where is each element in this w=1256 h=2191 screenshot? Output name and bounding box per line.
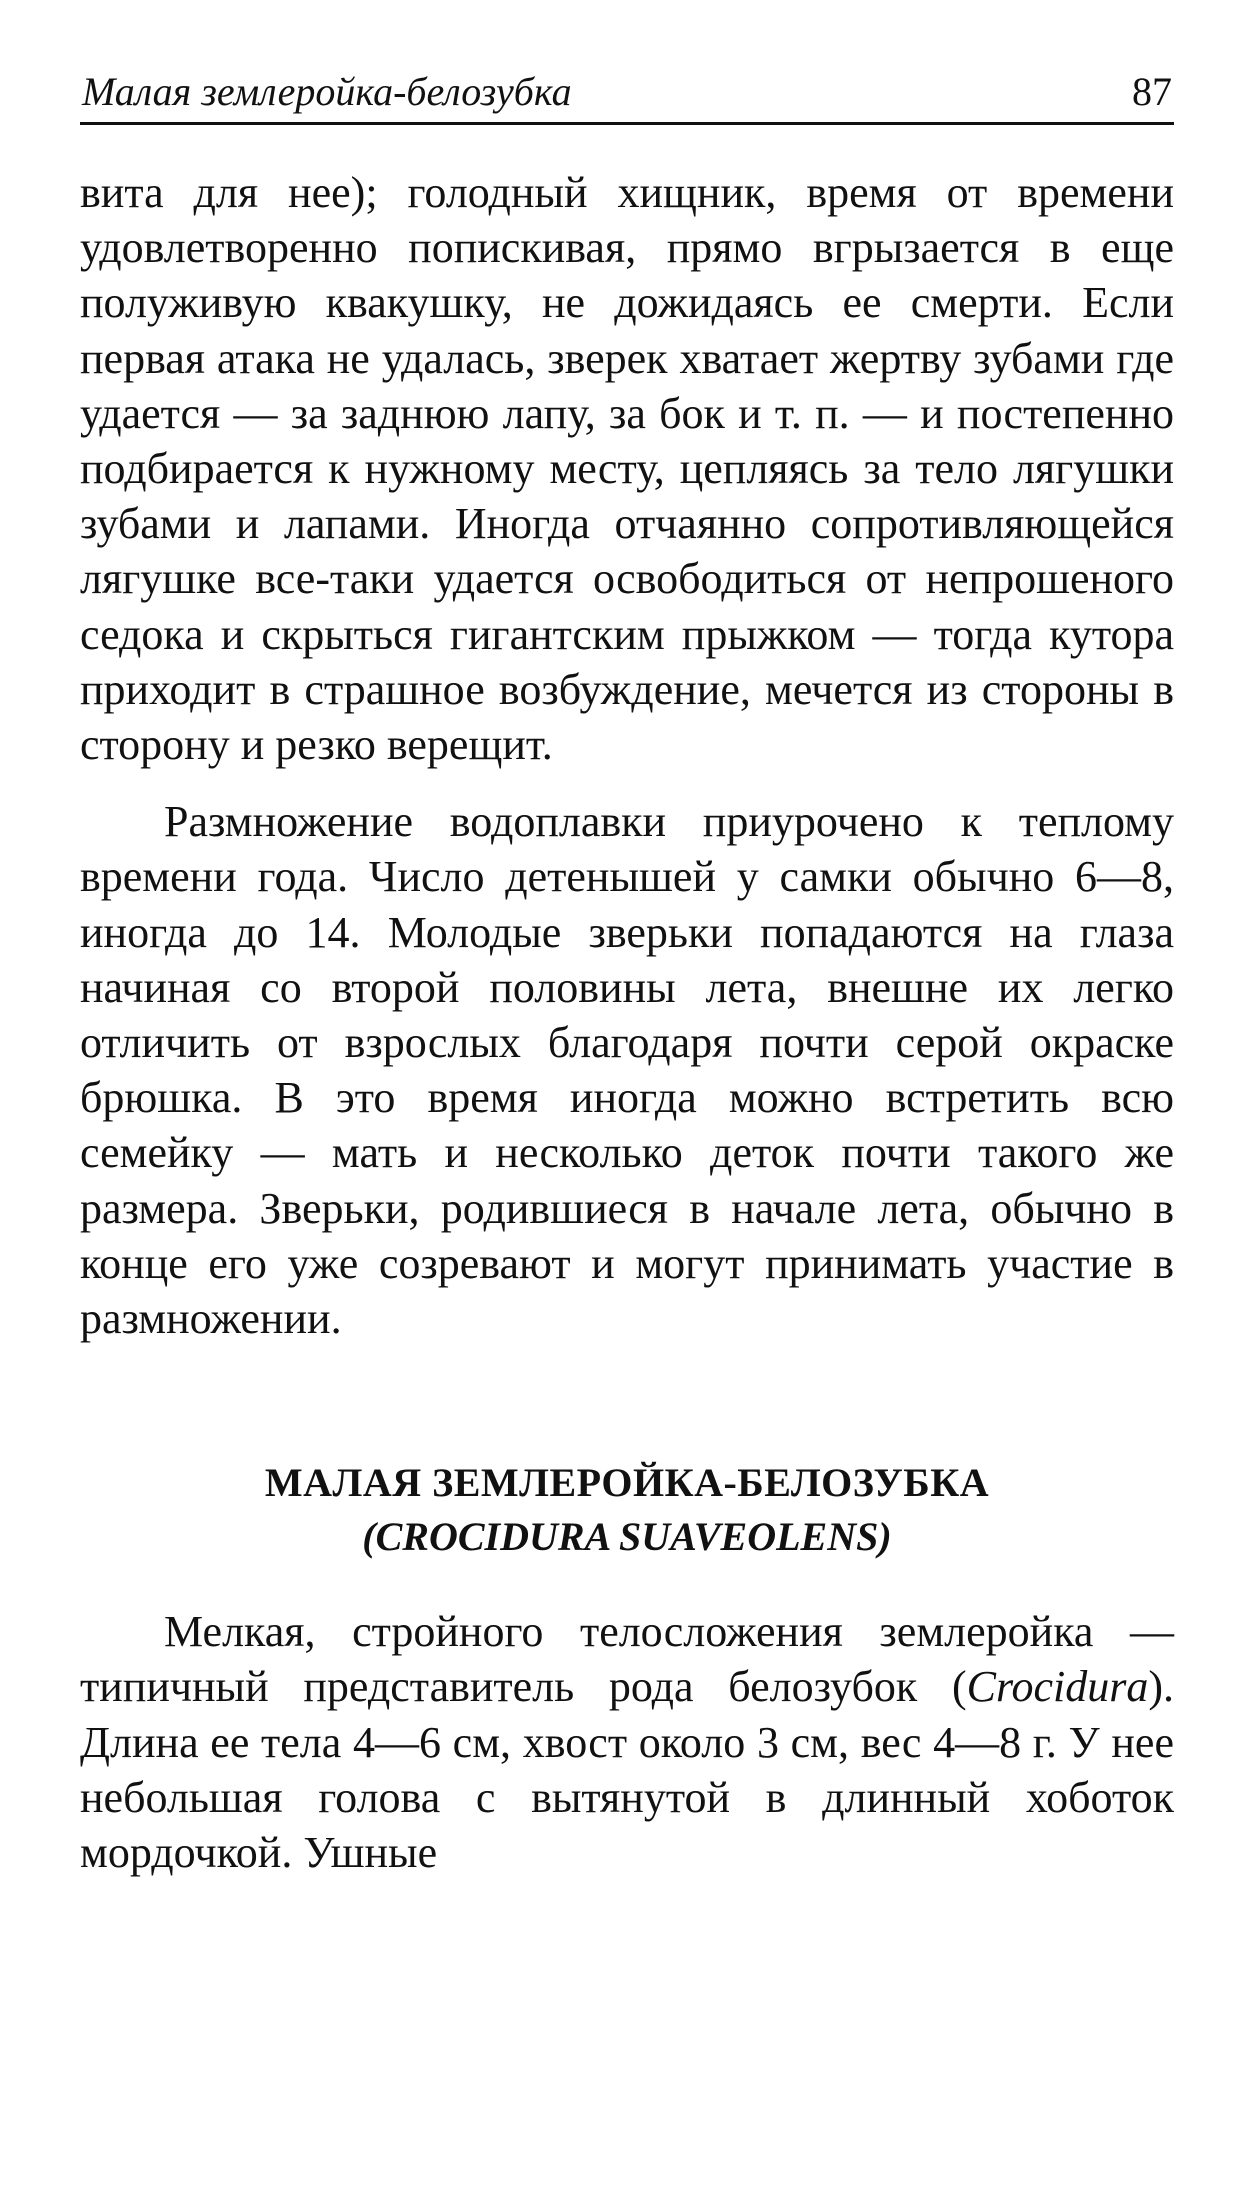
book-page <box>80 62 1174 1880</box>
paragraph-continuation: вита для нее); голодный хищник, время от времени удовлетворенно попискивая, прямо вгрызается в еще полуживую квакушку, не дожидаясь ее смерти. Если первая атака не удалась, зверек хватает жертву зубами где удается — за заднюю лапу, за бок и т. п. — и постепенно подбирается к нужному месту, цепляясь за тело лягушки зубами и лапами. Иногда отчаянно сопротивляющейся лягушке все-таки удается освободиться от непрошеного седока и скрыться гигантским прыжком — тогда кутора приходит в страшное возбуждение, мечется из стороны в сторону и резко верещит. <box>80 168 1174 770</box>
description-text-start: Мелкая, стройного телосложения землеройка — типичный представитель рода белозубок ( <box>80 1607 1174 1712</box>
section-title: МАЛАЯ ЗЕМЛЕРОЙКА-БЕЛОЗУБКА <box>264 1460 990 1506</box>
paragraph-description <box>80 1604 1174 1880</box>
running-title: Малая землеройка-белозубка <box>82 69 572 114</box>
section-latin-name: (CROCIDURA SUAVEOLENS) <box>362 1514 892 1560</box>
running-header <box>80 62 1174 125</box>
page-number: 87 <box>1132 69 1172 114</box>
section-heading <box>80 1456 1174 1564</box>
paragraph-reproduction: Размножение водоплавки приурочено к теплому времени года. Число детенышей у самки обычно 6—8, иногда до 14. Молодые зверьки попадаются на глаза начиная со второй половины лета, внешне их легко отличить от взрослых благодаря почти серой окраске брюшка. В это время иногда можно встретить всю семейку — мать и несколько деток почти такого же размера. Зверьки, родившиеся в начале лета, обычно в конце его уже созревают и могут принимать участие в размножении. <box>80 797 1174 1344</box>
description-text-end: ). Длина ее тела 4—6 см, хвост около 3 см, вес 4—8 г. У нее небольшая голова с вытянутой в длинный хоботок мордочкой. Ушные <box>80 1662 1174 1878</box>
genus-name: Crocidura <box>966 1662 1149 1712</box>
